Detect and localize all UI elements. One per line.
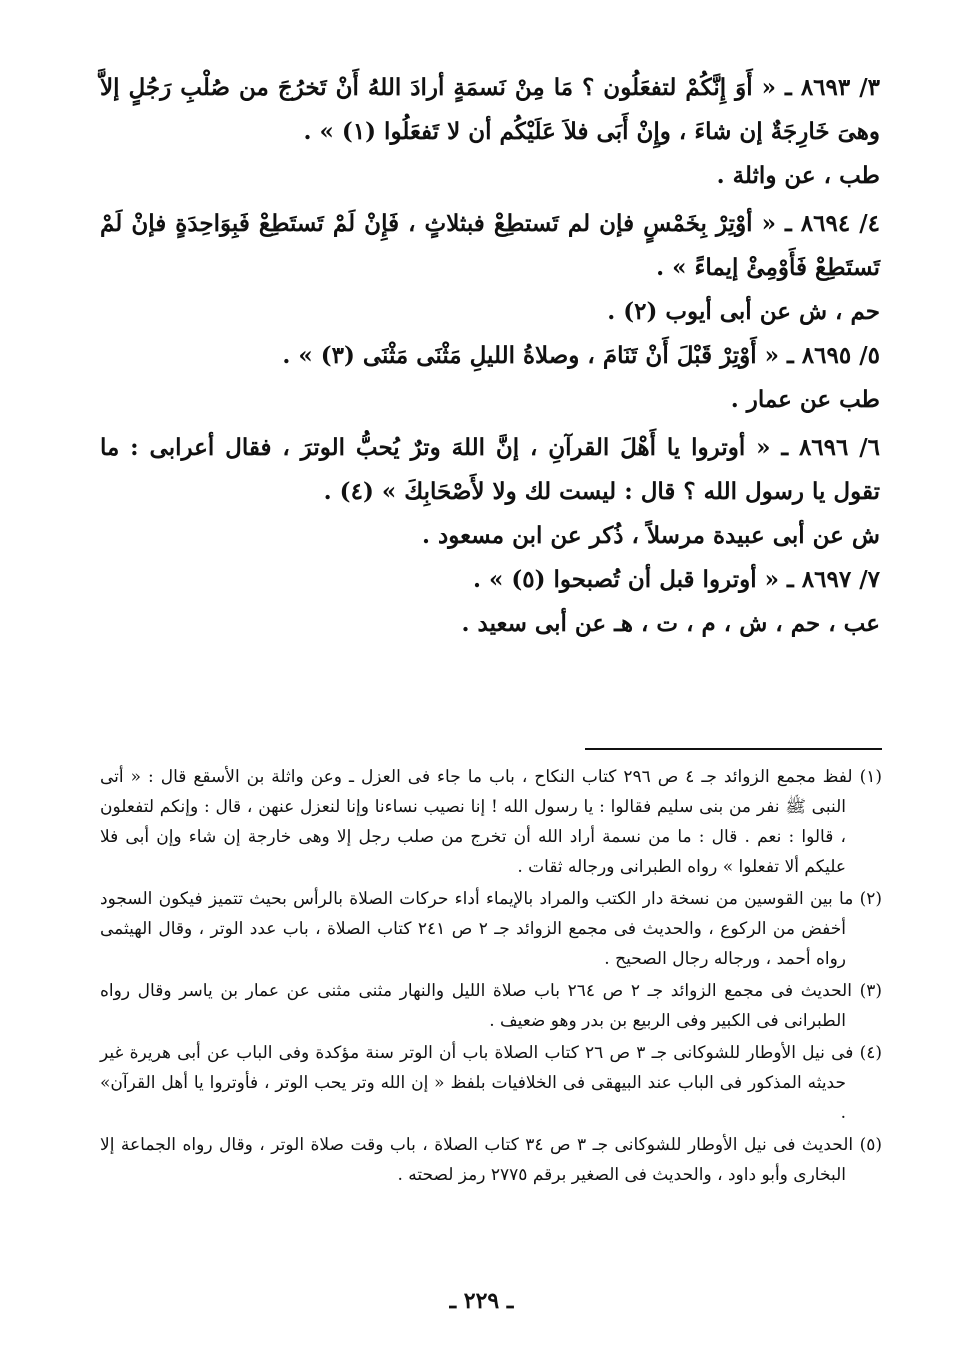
- hadith-8693: ٣/ ٨٦٩٣ ـ « أَوَ إِنَّكُمْ لتفعَلُون ؟ مَا مِنْ نَسمَةٍ أرادَ اللهُ أَنْ تَخرُجَ من صُلْبِ رَجُلٍ إلاَّ وهىَ خَارِجَةٌ إن شاءَ ، وإِنْ أَبَى فلاَ عَلَيْكُم أن لا تَفعَلُوا (١) » .: [100, 74, 880, 145]
- footnote-3: (٣) الحديث فى مجمع الزوائد جـ ٢ ص ٢٦٤ باب صلاة الليل والنهار مثنى مثنى عن عمار بن ياسر وقال رواه الطبرانى فى الكبير وفى الربيع بن بدر وهو ضعيف .: [100, 981, 882, 1031]
- hadith-text-block: [100, 66, 880, 646]
- hadith-8696-source: ش عن أبى عبيدة مرسلاً ، ذُكر عن ابن مسعود .: [422, 522, 880, 549]
- hadith-8695-source: طب عن عمار .: [730, 386, 880, 413]
- footnote-2: (٢) ما بين القوسين من نسخة دار الكتب والمراد بالإيماء أداء حركات الصلاة بالرأس بحيث تتميز فيكون السجود أخفض من الركوع ، والحديث فى مجمع الزوائد جـ ٢ ص ٢٤١ كتاب الصلاة ، باب عدد الوتر ، وقال الهيثمى رواه أحمد ، ورجاله رجال الصحيح .: [100, 889, 882, 969]
- hadith-8693-source: طب ، عن واثلة .: [716, 162, 880, 189]
- hadith-8697: ٧/ ٨٦٩٧ ـ « أوتروا قبل أن تُصبحوا (٥) » .: [472, 566, 880, 593]
- footnote-1: (١) لفظ مجمع الزوائد جـ ٤ ص ٢٩٦ كتاب النكاح ، باب ما جاء فى العزل ـ وعن واثلة بن الأسقع قال : « أتى النبى ﷺ نفر من بنى سليم فقالوا : يا رسول الله ! إنا نصيب نساءنا وإنا لنعزل عنهن ، قال : وإنكم لتفعلون ، قالوا : نعم . قال : ما من نسمة أراد الله أن تخرج من صلب رجل إلا وهى خارجة إن شاء وإن أبى فلا عليكم ألا تفعلوا » رواه الطبرانى ورجاله ثقات .: [100, 767, 882, 877]
- footnotes-block: [100, 762, 882, 1192]
- footnote-4: (٤) فى نيل الأوطار للشوكانى جـ ٣ ص ٢٦ كتاب الصلاة باب أن الوتر سنة مؤكدة وفى الباب عن أبى هريرة غير حديثه المذكور فى الباب عند البيهقى فى الخلافيات بلفظ « إن الله وتر يحب الوتر ، فأوتروا يا أهل القرآن» .: [100, 1043, 882, 1123]
- page-number: ـ ٢٢٩ ـ: [449, 1288, 514, 1314]
- hadith-8695: ٥/ ٨٦٩٥ ـ « أَوْتِرْ قَبْلَ أَنْ تَنَامَ ، وصلاةُ الليلِ مَثْنَى مَثْنَى (٣) » .: [282, 342, 880, 369]
- footnote-5: (٥) الحديث فى نيل الأوطار للشوكانى جـ ٣ ص ٣٤ كتاب الصلاة ، باب وقت صلاة الوتر ، وقال رواه الجماعة إلا البخارى وأبو داود ، والحديث فى الصغير برقم ٢٧٧٥ رمز لصحته .: [100, 1135, 882, 1185]
- footnote-divider: [585, 748, 882, 750]
- hadith-8694: ٤/ ٨٦٩٤ ـ « أوْتِرْ بِخَمْسٍ فإن لم تَستطِعْ فبثلاثٍ ، فَإِنْ لَمْ تَستَطِعْ فَبِوَاحِدَةٍ فإنْ لَمْ تَستَطِعْ فَأَوْمِئْ إيماءً » .: [100, 210, 880, 281]
- hadith-8696: ٦/ ٨٦٩٦ ـ « أوتروا يا أَهْلَ القرآنِ ، إنَّ اللهَ وترٌ يُحبُّ الوترَ ، فقال أعرابى : ما تقول يا رسول الله ؟ قال : ليست لك ولا لأَصْحَابِكَ » (٤) .: [100, 434, 880, 505]
- hadith-8697-source: عب ، حم ، ش ، م ، ت ، هـ عن أبى سعيد .: [461, 610, 880, 637]
- hadith-8694-source: حم ، ش عن أبى أيوب (٢) .: [607, 298, 880, 325]
